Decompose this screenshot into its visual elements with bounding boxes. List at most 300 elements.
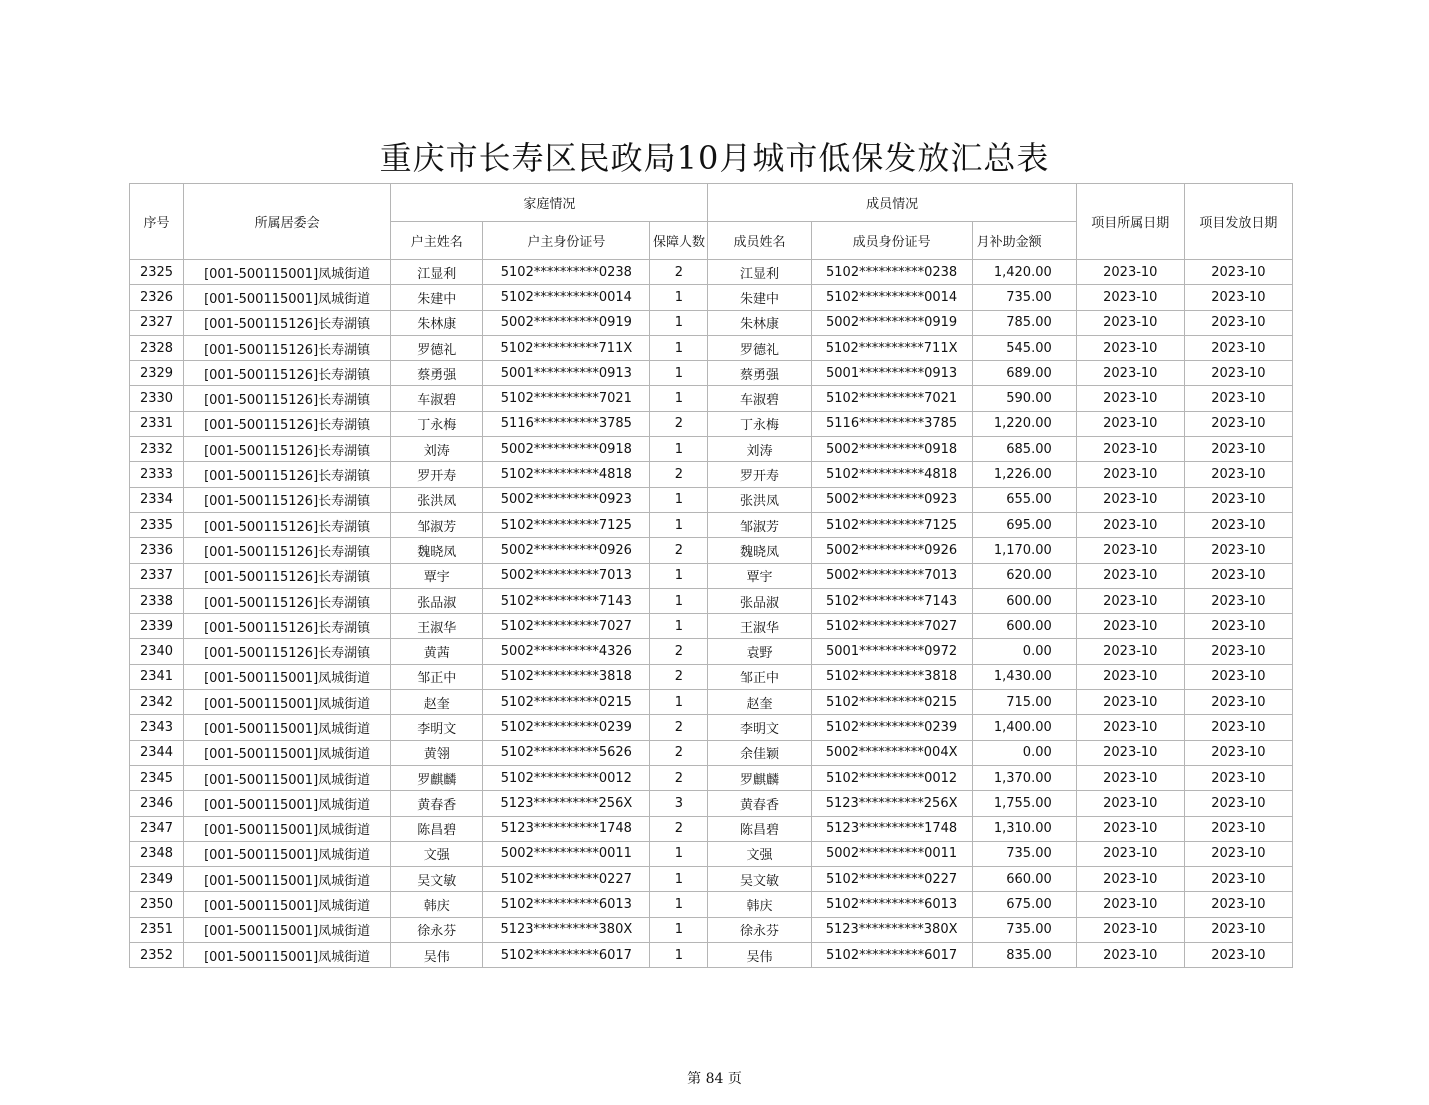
committee-cell: [001-500115126]长寿湖镇 — [184, 639, 391, 664]
head-id-cell: 5102**********3818 — [483, 664, 650, 689]
member-id-cell: 5002**********0919 — [811, 310, 972, 335]
member-name-cell: 朱林康 — [708, 310, 811, 335]
issue-date-cell: 2023-10 — [1184, 563, 1292, 588]
count-cell: 2 — [650, 260, 708, 285]
member-id-cell: 5102**********7027 — [811, 614, 972, 639]
seq-cell: 2325 — [130, 260, 184, 285]
head-id-cell: 5002**********7013 — [483, 563, 650, 588]
amount-cell: 1,170.00 — [972, 538, 1076, 563]
count-cell: 2 — [650, 664, 708, 689]
committee-cell: [001-500115001]凤城街道 — [184, 690, 391, 715]
count-cell: 1 — [650, 943, 708, 968]
issue-date-cell: 2023-10 — [1184, 411, 1292, 436]
member-id-cell: 5001**********0972 — [811, 639, 972, 664]
head-name-cell: 吴伟 — [391, 943, 483, 968]
page-number: 第 84 页 — [687, 1071, 742, 1087]
table-row — [130, 892, 1293, 917]
member-name-cell: 罗开寿 — [708, 462, 811, 487]
committee-cell: [001-500115126]长寿湖镇 — [184, 335, 391, 360]
issue-date-cell: 2023-10 — [1184, 538, 1292, 563]
issue-date-cell: 2023-10 — [1184, 841, 1292, 866]
belong-date-cell: 2023-10 — [1076, 765, 1184, 790]
seq-cell: 2330 — [130, 386, 184, 411]
member-id-cell: 5102**********6017 — [811, 943, 972, 968]
member-id-cell: 5123**********1748 — [811, 816, 972, 841]
issue-date-cell: 2023-10 — [1184, 639, 1292, 664]
head-id-cell: 5102**********6013 — [483, 892, 650, 917]
count-cell: 1 — [650, 512, 708, 537]
belong-date-cell: 2023-10 — [1076, 892, 1184, 917]
issue-date-cell: 2023-10 — [1184, 740, 1292, 765]
seq-cell: 2339 — [130, 614, 184, 639]
amount-cell: 590.00 — [972, 386, 1076, 411]
member-id-cell: 5102**********4818 — [811, 462, 972, 487]
table-row — [130, 462, 1293, 487]
amount-cell: 655.00 — [972, 487, 1076, 512]
table-row — [130, 487, 1293, 512]
count-cell: 2 — [650, 639, 708, 664]
belong-date-cell: 2023-10 — [1076, 310, 1184, 335]
seq-cell: 2349 — [130, 867, 184, 892]
header-member-group: 成员情况 — [708, 184, 1076, 222]
member-name-cell: 刘涛 — [708, 437, 811, 462]
seq-cell: 2343 — [130, 715, 184, 740]
belong-date-cell: 2023-10 — [1076, 361, 1184, 386]
member-id-cell: 5002**********7013 — [811, 563, 972, 588]
table-row — [130, 690, 1293, 715]
head-id-cell: 5002**********0919 — [483, 310, 650, 335]
seq-cell: 2335 — [130, 512, 184, 537]
seq-cell: 2348 — [130, 841, 184, 866]
table-row — [130, 285, 1293, 310]
count-cell: 1 — [650, 361, 708, 386]
belong-date-cell: 2023-10 — [1076, 538, 1184, 563]
amount-cell: 1,310.00 — [972, 816, 1076, 841]
head-name-cell: 车淑碧 — [391, 386, 483, 411]
head-id-cell: 5102**********711X — [483, 335, 650, 360]
member-name-cell: 罗德礼 — [708, 335, 811, 360]
count-cell: 2 — [650, 740, 708, 765]
amount-cell: 1,755.00 — [972, 791, 1076, 816]
belong-date-cell: 2023-10 — [1076, 512, 1184, 537]
head-name-cell: 江显利 — [391, 260, 483, 285]
member-name-cell: 余佳颖 — [708, 740, 811, 765]
issue-date-cell: 2023-10 — [1184, 462, 1292, 487]
member-id-cell: 5102**********0239 — [811, 715, 972, 740]
head-name-cell: 陈昌碧 — [391, 816, 483, 841]
head-id-cell: 5001**********0913 — [483, 361, 650, 386]
member-name-cell: 张品淑 — [708, 588, 811, 613]
seq-cell: 2329 — [130, 361, 184, 386]
count-cell: 1 — [650, 310, 708, 335]
belong-date-cell: 2023-10 — [1076, 563, 1184, 588]
committee-cell: [001-500115126]长寿湖镇 — [184, 487, 391, 512]
count-cell: 1 — [650, 487, 708, 512]
member-name-cell: 丁永梅 — [708, 411, 811, 436]
head-name-cell: 覃宇 — [391, 563, 483, 588]
head-name-cell: 张品淑 — [391, 588, 483, 613]
header-amount: 月补助金额 — [972, 222, 1076, 260]
belong-date-cell: 2023-10 — [1076, 260, 1184, 285]
table-row — [130, 563, 1293, 588]
member-name-cell: 赵奎 — [708, 690, 811, 715]
belong-date-cell: 2023-10 — [1076, 715, 1184, 740]
member-id-cell: 5102**********7125 — [811, 512, 972, 537]
issue-date-cell: 2023-10 — [1184, 614, 1292, 639]
seq-cell: 2336 — [130, 538, 184, 563]
head-id-cell: 5102**********7021 — [483, 386, 650, 411]
head-id-cell: 5123**********380X — [483, 917, 650, 942]
seq-cell: 2332 — [130, 437, 184, 462]
header-issue-date: 项目发放日期 — [1184, 184, 1292, 260]
issue-date-cell: 2023-10 — [1184, 588, 1292, 613]
head-name-cell: 张洪凤 — [391, 487, 483, 512]
head-id-cell: 5102**********4818 — [483, 462, 650, 487]
committee-cell: [001-500115001]凤城街道 — [184, 943, 391, 968]
head-name-cell: 文强 — [391, 841, 483, 866]
head-name-cell: 罗德礼 — [391, 335, 483, 360]
head-name-cell: 魏晓凤 — [391, 538, 483, 563]
table-row — [130, 664, 1293, 689]
head-id-cell: 5102**********0238 — [483, 260, 650, 285]
issue-date-cell: 2023-10 — [1184, 487, 1292, 512]
committee-cell: [001-500115126]长寿湖镇 — [184, 538, 391, 563]
head-name-cell: 王淑华 — [391, 614, 483, 639]
table-row — [130, 260, 1293, 285]
amount-cell: 600.00 — [972, 614, 1076, 639]
amount-cell: 695.00 — [972, 512, 1076, 537]
issue-date-cell: 2023-10 — [1184, 664, 1292, 689]
count-cell: 1 — [650, 690, 708, 715]
member-name-cell: 徐永芬 — [708, 917, 811, 942]
head-id-cell: 5002**********0918 — [483, 437, 650, 462]
seq-cell: 2328 — [130, 335, 184, 360]
issue-date-cell: 2023-10 — [1184, 386, 1292, 411]
table-row — [130, 335, 1293, 360]
committee-cell: [001-500115001]凤城街道 — [184, 917, 391, 942]
seq-cell: 2345 — [130, 765, 184, 790]
issue-date-cell: 2023-10 — [1184, 715, 1292, 740]
member-id-cell: 5102**********3818 — [811, 664, 972, 689]
member-name-cell: 车淑碧 — [708, 386, 811, 411]
head-name-cell: 黄翎 — [391, 740, 483, 765]
committee-cell: [001-500115001]凤城街道 — [184, 841, 391, 866]
head-name-cell: 蔡勇强 — [391, 361, 483, 386]
amount-cell: 1,420.00 — [972, 260, 1076, 285]
amount-cell: 0.00 — [972, 740, 1076, 765]
member-id-cell: 5102**********0012 — [811, 765, 972, 790]
count-cell: 1 — [650, 437, 708, 462]
committee-cell: [001-500115001]凤城街道 — [184, 260, 391, 285]
member-name-cell: 覃宇 — [708, 563, 811, 588]
seq-cell: 2337 — [130, 563, 184, 588]
member-name-cell: 文强 — [708, 841, 811, 866]
table-row — [130, 740, 1293, 765]
member-name-cell: 吴伟 — [708, 943, 811, 968]
seq-cell: 2327 — [130, 310, 184, 335]
member-name-cell: 邹淑芳 — [708, 512, 811, 537]
belong-date-cell: 2023-10 — [1076, 411, 1184, 436]
member-name-cell: 王淑华 — [708, 614, 811, 639]
member-id-cell: 5002**********004X — [811, 740, 972, 765]
committee-cell: [001-500115001]凤城街道 — [184, 715, 391, 740]
member-id-cell: 5123**********380X — [811, 917, 972, 942]
count-cell: 1 — [650, 867, 708, 892]
document-title: 重庆市长寿区民政局10月城市低保发放汇总表 — [379, 139, 1050, 177]
member-name-cell: 吴文敏 — [708, 867, 811, 892]
committee-cell: [001-500115001]凤城街道 — [184, 740, 391, 765]
table-body — [130, 260, 1293, 968]
committee-cell: [001-500115001]凤城街道 — [184, 867, 391, 892]
belong-date-cell: 2023-10 — [1076, 588, 1184, 613]
committee-cell: [001-500115001]凤城街道 — [184, 791, 391, 816]
head-id-cell: 5102**********0227 — [483, 867, 650, 892]
head-id-cell: 5102**********7027 — [483, 614, 650, 639]
table-row — [130, 765, 1293, 790]
head-name-cell: 丁永梅 — [391, 411, 483, 436]
belong-date-cell: 2023-10 — [1076, 462, 1184, 487]
head-id-cell: 5102**********0215 — [483, 690, 650, 715]
belong-date-cell: 2023-10 — [1076, 614, 1184, 639]
amount-cell: 1,226.00 — [972, 462, 1076, 487]
member-id-cell: 5002**********0923 — [811, 487, 972, 512]
head-id-cell: 5002**********0011 — [483, 841, 650, 866]
count-cell: 1 — [650, 588, 708, 613]
head-name-cell: 赵奎 — [391, 690, 483, 715]
amount-cell: 1,400.00 — [972, 715, 1076, 740]
head-id-cell: 5102**********5626 — [483, 740, 650, 765]
header-seq: 序号 — [130, 184, 184, 260]
count-cell: 1 — [650, 892, 708, 917]
belong-date-cell: 2023-10 — [1076, 639, 1184, 664]
head-name-cell: 朱建中 — [391, 285, 483, 310]
count-cell: 1 — [650, 335, 708, 360]
amount-cell: 675.00 — [972, 892, 1076, 917]
member-id-cell: 5102**********6013 — [811, 892, 972, 917]
committee-cell: [001-500115001]凤城街道 — [184, 892, 391, 917]
member-name-cell: 李明文 — [708, 715, 811, 740]
issue-date-cell: 2023-10 — [1184, 917, 1292, 942]
amount-cell: 689.00 — [972, 361, 1076, 386]
member-id-cell: 5123**********256X — [811, 791, 972, 816]
amount-cell: 0.00 — [972, 639, 1076, 664]
table-row — [130, 841, 1293, 866]
issue-date-cell: 2023-10 — [1184, 437, 1292, 462]
member-id-cell: 5102**********0014 — [811, 285, 972, 310]
belong-date-cell: 2023-10 — [1076, 437, 1184, 462]
head-name-cell: 罗麒麟 — [391, 765, 483, 790]
issue-date-cell: 2023-10 — [1184, 361, 1292, 386]
header-family-group: 家庭情况 — [391, 184, 708, 222]
committee-cell: [001-500115126]长寿湖镇 — [184, 361, 391, 386]
issue-date-cell: 2023-10 — [1184, 260, 1292, 285]
member-id-cell: 5002**********0926 — [811, 538, 972, 563]
head-id-cell: 5123**********1748 — [483, 816, 650, 841]
seq-cell: 2350 — [130, 892, 184, 917]
issue-date-cell: 2023-10 — [1184, 690, 1292, 715]
seq-cell: 2338 — [130, 588, 184, 613]
committee-cell: [001-500115126]长寿湖镇 — [184, 437, 391, 462]
table-row — [130, 715, 1293, 740]
head-id-cell: 5102**********0239 — [483, 715, 650, 740]
amount-cell: 545.00 — [972, 335, 1076, 360]
belong-date-cell: 2023-10 — [1076, 487, 1184, 512]
belong-date-cell: 2023-10 — [1076, 917, 1184, 942]
head-id-cell: 5102**********0014 — [483, 285, 650, 310]
head-name-cell: 邹正中 — [391, 664, 483, 689]
issue-date-cell: 2023-10 — [1184, 816, 1292, 841]
count-cell: 1 — [650, 917, 708, 942]
table-row — [130, 411, 1293, 436]
seq-cell: 2352 — [130, 943, 184, 968]
committee-cell: [001-500115001]凤城街道 — [184, 816, 391, 841]
count-cell: 1 — [650, 563, 708, 588]
count-cell: 3 — [650, 791, 708, 816]
committee-cell: [001-500115126]长寿湖镇 — [184, 462, 391, 487]
belong-date-cell: 2023-10 — [1076, 740, 1184, 765]
amount-cell: 735.00 — [972, 917, 1076, 942]
issue-date-cell: 2023-10 — [1184, 943, 1292, 968]
amount-cell: 835.00 — [972, 943, 1076, 968]
committee-cell: [001-500115001]凤城街道 — [184, 664, 391, 689]
seq-cell: 2331 — [130, 411, 184, 436]
head-name-cell: 韩庆 — [391, 892, 483, 917]
seq-cell: 2326 — [130, 285, 184, 310]
head-name-cell: 罗开寿 — [391, 462, 483, 487]
amount-cell: 660.00 — [972, 867, 1076, 892]
header-member-name: 成员姓名 — [708, 222, 811, 260]
seq-cell: 2340 — [130, 639, 184, 664]
count-cell: 2 — [650, 538, 708, 563]
head-name-cell: 邹淑芳 — [391, 512, 483, 537]
committee-cell: [001-500115001]凤城街道 — [184, 765, 391, 790]
header-count: 保障人数 — [650, 222, 708, 260]
amount-cell: 785.00 — [972, 310, 1076, 335]
head-id-cell: 5002**********4326 — [483, 639, 650, 664]
amount-cell: 735.00 — [972, 841, 1076, 866]
count-cell: 2 — [650, 715, 708, 740]
member-id-cell: 5102**********0238 — [811, 260, 972, 285]
member-name-cell: 魏晓凤 — [708, 538, 811, 563]
committee-cell: [001-500115126]长寿湖镇 — [184, 411, 391, 436]
member-id-cell: 5002**********0011 — [811, 841, 972, 866]
header-head-id: 户主身份证号 — [483, 222, 650, 260]
table-row — [130, 867, 1293, 892]
committee-cell: [001-500115126]长寿湖镇 — [184, 310, 391, 335]
member-name-cell: 韩庆 — [708, 892, 811, 917]
head-name-cell: 徐永芬 — [391, 917, 483, 942]
head-id-cell: 5002**********0923 — [483, 487, 650, 512]
seq-cell: 2347 — [130, 816, 184, 841]
issue-date-cell: 2023-10 — [1184, 765, 1292, 790]
committee-cell: [001-500115126]长寿湖镇 — [184, 588, 391, 613]
header-member-id: 成员身份证号 — [811, 222, 972, 260]
amount-cell: 685.00 — [972, 437, 1076, 462]
header-head-name: 户主姓名 — [391, 222, 483, 260]
seq-cell: 2346 — [130, 791, 184, 816]
belong-date-cell: 2023-10 — [1076, 867, 1184, 892]
member-name-cell: 邹正中 — [708, 664, 811, 689]
count-cell: 2 — [650, 411, 708, 436]
head-name-cell: 李明文 — [391, 715, 483, 740]
seq-cell: 2351 — [130, 917, 184, 942]
head-id-cell: 5102**********6017 — [483, 943, 650, 968]
member-id-cell: 5102**********7143 — [811, 588, 972, 613]
table-row — [130, 512, 1293, 537]
member-id-cell: 5001**********0913 — [811, 361, 972, 386]
belong-date-cell: 2023-10 — [1076, 664, 1184, 689]
issue-date-cell: 2023-10 — [1184, 285, 1292, 310]
seq-cell: 2344 — [130, 740, 184, 765]
count-cell: 2 — [650, 816, 708, 841]
member-name-cell: 蔡勇强 — [708, 361, 811, 386]
committee-cell: [001-500115126]长寿湖镇 — [184, 563, 391, 588]
head-id-cell: 5116**********3785 — [483, 411, 650, 436]
head-id-cell: 5002**********0926 — [483, 538, 650, 563]
amount-cell: 1,430.00 — [972, 664, 1076, 689]
seq-cell: 2334 — [130, 487, 184, 512]
amount-cell: 600.00 — [972, 588, 1076, 613]
table-row — [130, 588, 1293, 613]
table-row — [130, 791, 1293, 816]
head-name-cell: 黄春香 — [391, 791, 483, 816]
table-row — [130, 614, 1293, 639]
member-name-cell: 张洪凤 — [708, 487, 811, 512]
amount-cell: 735.00 — [972, 285, 1076, 310]
head-name-cell: 吴文敏 — [391, 867, 483, 892]
member-id-cell: 5116**********3785 — [811, 411, 972, 436]
table-row — [130, 917, 1293, 942]
count-cell: 1 — [650, 386, 708, 411]
table-row — [130, 437, 1293, 462]
count-cell: 1 — [650, 285, 708, 310]
member-name-cell: 罗麒麟 — [708, 765, 811, 790]
table-row — [130, 943, 1293, 968]
table-row — [130, 639, 1293, 664]
belong-date-cell: 2023-10 — [1076, 285, 1184, 310]
member-id-cell: 5102**********0227 — [811, 867, 972, 892]
allowance-table — [129, 183, 1293, 968]
member-id-cell: 5002**********0918 — [811, 437, 972, 462]
member-id-cell: 5102**********711X — [811, 335, 972, 360]
belong-date-cell: 2023-10 — [1076, 943, 1184, 968]
belong-date-cell: 2023-10 — [1076, 841, 1184, 866]
table-row — [130, 386, 1293, 411]
count-cell: 1 — [650, 841, 708, 866]
count-cell: 1 — [650, 614, 708, 639]
table-row — [130, 816, 1293, 841]
seq-cell: 2333 — [130, 462, 184, 487]
member-id-cell: 5102**********0215 — [811, 690, 972, 715]
issue-date-cell: 2023-10 — [1184, 867, 1292, 892]
belong-date-cell: 2023-10 — [1076, 386, 1184, 411]
header-belong-date: 项目所属日期 — [1076, 184, 1184, 260]
header-committee: 所属居委会 — [184, 184, 391, 260]
issue-date-cell: 2023-10 — [1184, 892, 1292, 917]
table-row — [130, 361, 1293, 386]
amount-cell: 715.00 — [972, 690, 1076, 715]
belong-date-cell: 2023-10 — [1076, 335, 1184, 360]
count-cell: 2 — [650, 462, 708, 487]
member-name-cell: 袁野 — [708, 639, 811, 664]
amount-cell: 1,220.00 — [972, 411, 1076, 436]
amount-cell: 1,370.00 — [972, 765, 1076, 790]
issue-date-cell: 2023-10 — [1184, 791, 1292, 816]
head-name-cell: 朱林康 — [391, 310, 483, 335]
member-name-cell: 黄春香 — [708, 791, 811, 816]
issue-date-cell: 2023-10 — [1184, 310, 1292, 335]
member-id-cell: 5102**********7021 — [811, 386, 972, 411]
